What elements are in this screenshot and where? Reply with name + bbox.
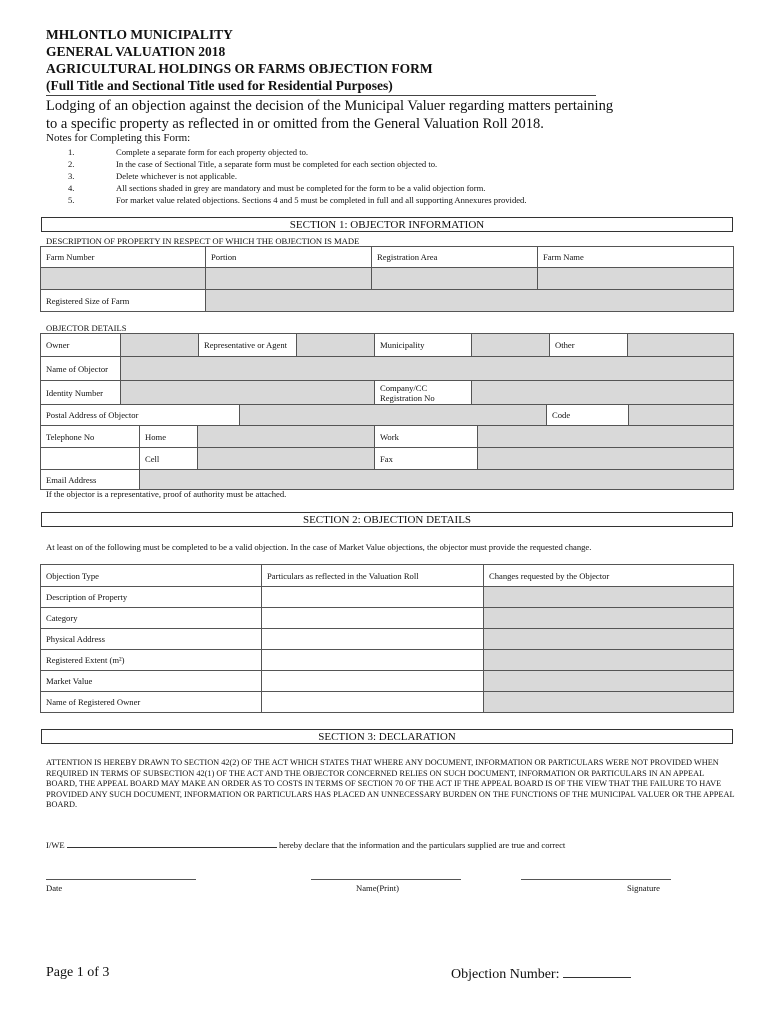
date-line[interactable] [46,879,196,880]
code-field[interactable] [629,405,734,426]
work-label: Work [375,426,478,448]
changes-field[interactable] [484,587,734,608]
particulars-field[interactable] [262,587,484,608]
telephone-label: Telephone No [41,426,140,448]
owner-checkbox[interactable] [121,334,199,357]
objector-table-top [40,333,734,405]
lead-line-1: Lodging of an objection against the decision of the Municipal Valuer regarding matters pertaining [46,98,614,114]
signature-label: Signature [627,883,660,893]
particulars-field[interactable] [262,629,484,650]
note-item: 4. All sections shaded in grey are mandatory and must be completed for the form to be a valid objection form. [68,183,486,193]
note-item: 1. Complete a separate form for each property objected to. [68,147,309,157]
other-checkbox[interactable] [628,334,734,357]
other-label: Other [550,334,628,357]
company-reg-label: Company/CC Registration No [375,381,472,405]
registration-area-field[interactable] [372,268,538,290]
cell-label: Cell [140,448,198,470]
email-field[interactable] [140,470,734,490]
objection-row-label: Category [41,608,262,629]
form-title: AGRICULTURAL HOLDINGS OR FARMS OBJECTION FORM [46,61,433,76]
lead-line-2: to a specific property as reflected in or omitted from the General Valuation Roll 2018. [46,116,544,132]
changes-field[interactable] [484,671,734,692]
declare-text: hereby declare that the information and the particulars supplied are true and correct [278,840,566,850]
fax-field[interactable] [478,448,734,470]
objection-row-label: Registered Extent (m²) [41,650,262,671]
form-subtitle: (Full Title and Sectional Title used for Residential Purposes) [46,78,393,93]
objection-number-label: Objection Number: [451,967,560,982]
fax-label: Fax [375,448,478,470]
representative-checkbox[interactable] [297,334,375,357]
farm-number-label: Farm Number [41,247,206,268]
identity-number-label: Identity Number [41,381,121,405]
particulars-field[interactable] [262,650,484,671]
objection-table [40,564,734,713]
changes-field[interactable] [484,608,734,629]
postal-address-field[interactable] [240,405,547,426]
header-rule [46,95,596,96]
registered-size-field[interactable] [206,290,734,312]
home-phone-field[interactable] [198,426,375,448]
changes-field[interactable] [484,650,734,671]
postal-address-label: Postal Address of Objector [41,405,240,426]
objection-row-label: Description of Property [41,587,262,608]
objection-row-label: Physical Address [41,629,262,650]
declaration-line [46,838,565,850]
farm-name-label: Farm Name [538,247,734,268]
portion-label: Portion [206,247,372,268]
farm-name-field[interactable] [538,268,734,290]
portion-field[interactable] [206,268,372,290]
work-phone-field[interactable] [478,426,734,448]
note-item: 2. In the case of Sectional Title, a separate form must be completed for each section objected to. [68,159,438,169]
company-reg-field[interactable] [472,381,734,405]
iwe-label: I/WE [46,840,65,850]
farm-number-field[interactable] [41,268,206,290]
property-caption: DESCRIPTION OF PROPERTY IN RESPECT OF WHICH THE OBJECTION IS MADE [46,236,360,246]
changes-field[interactable] [484,629,734,650]
representative-label: Representative or Agent [199,334,297,357]
owner-label: Owner [41,334,121,357]
name-of-objector-field[interactable] [121,357,734,381]
name-print-label: Name(Print) [356,883,399,893]
municipality-label: Municipality [375,334,472,357]
objection-number-field[interactable] [563,965,631,978]
email-label: Email Address [41,470,140,490]
property-table [40,246,734,312]
objection-row-label: Name of Registered Owner [41,692,262,713]
cell-phone-field[interactable] [198,448,375,470]
code-label: Code [547,405,629,426]
particulars-field[interactable] [262,608,484,629]
registered-size-label: Registered Size of Farm [41,290,206,312]
municipality-title: MHLONTLO MUNICIPALITY [46,27,233,42]
iwe-name-field[interactable] [67,838,277,848]
objector-caption: OBJECTOR DETAILS [46,323,127,333]
name-of-objector-label: Name of Objector [41,357,121,381]
valuation-title: GENERAL VALUATION 2018 [46,44,226,59]
note-item: 5. For market value related objections. Sections 4 and 5 must be completed in full and all supporting Annexures provided. [68,195,527,205]
particulars-field[interactable] [262,671,484,692]
date-label: Date [46,883,63,893]
particulars-field[interactable] [262,692,484,713]
objection-number [451,965,631,983]
municipality-checkbox[interactable] [472,334,550,357]
notes-title: Notes for Completing this Form: [46,132,191,144]
page-number: Page 1 of 3 [46,965,110,980]
attention-paragraph: ATTENTION IS HEREBY DRAWN TO SECTION 42(2) OF THE ACT WHICH STATES THAT WHERE ANY DOCUMENT, INFORMATION OR PARTICULARS WERE NOT PROVIDED WHEN REQUIRED IN TERMS OF SUBSECTION 42(1) OF THE ACT AND THE OBJECTOR CONCERNED RELIES ON SUCH DOCUMENT, INFORMATION OR PARTICULARS IN AN APPEAL BOARD, THE APPEAL BOARD MAY MAKE AN ORDER AS TO COSTS IN TERMS OF SECTION 70 OF THE ACT IF THE APPEAL BOARD IS OF THE VIEW THAT THE FAILURE TO HAVE PROVIDED ANY SUCH DOCUMENT, INFORMATION OR PARTICULARS HAS PLACED AN UNNECESSARY BURDEN ON THE FUNCTIONS OF THE MUNICIPAL VALUER OR THE APPEAL BOARD. [46,758,735,809]
identity-number-field[interactable] [121,381,375,405]
note-item: 3. Delete whichever is not applicable. [68,171,237,181]
telephone-table [40,425,734,490]
col-changes: Changes requested by the Objector [484,565,734,587]
name-print-line[interactable] [311,879,461,880]
home-label: Home [140,426,198,448]
section2-intro: At least on of the following must be completed to be a valid objection. In the case of Market Value objections, the objector must provide the requested change. [46,542,592,552]
changes-field[interactable] [484,692,734,713]
col-particulars: Particulars as reflected in the Valuation Roll [262,565,484,587]
col-objection-type: Objection Type [41,565,262,587]
objection-row-label: Market Value [41,671,262,692]
section1-title: SECTION 1: OBJECTOR INFORMATION [41,217,733,232]
section3-title: SECTION 3: DECLARATION [41,729,733,744]
signature-line[interactable] [521,879,671,880]
representative-note: If the objector is a representative, proof of authority must be attached. [46,489,287,499]
postal-table [40,404,734,426]
registration-area-label: Registration Area [372,247,538,268]
section2-title: SECTION 2: OBJECTION DETAILS [41,512,733,527]
telephone-blank [41,448,140,470]
